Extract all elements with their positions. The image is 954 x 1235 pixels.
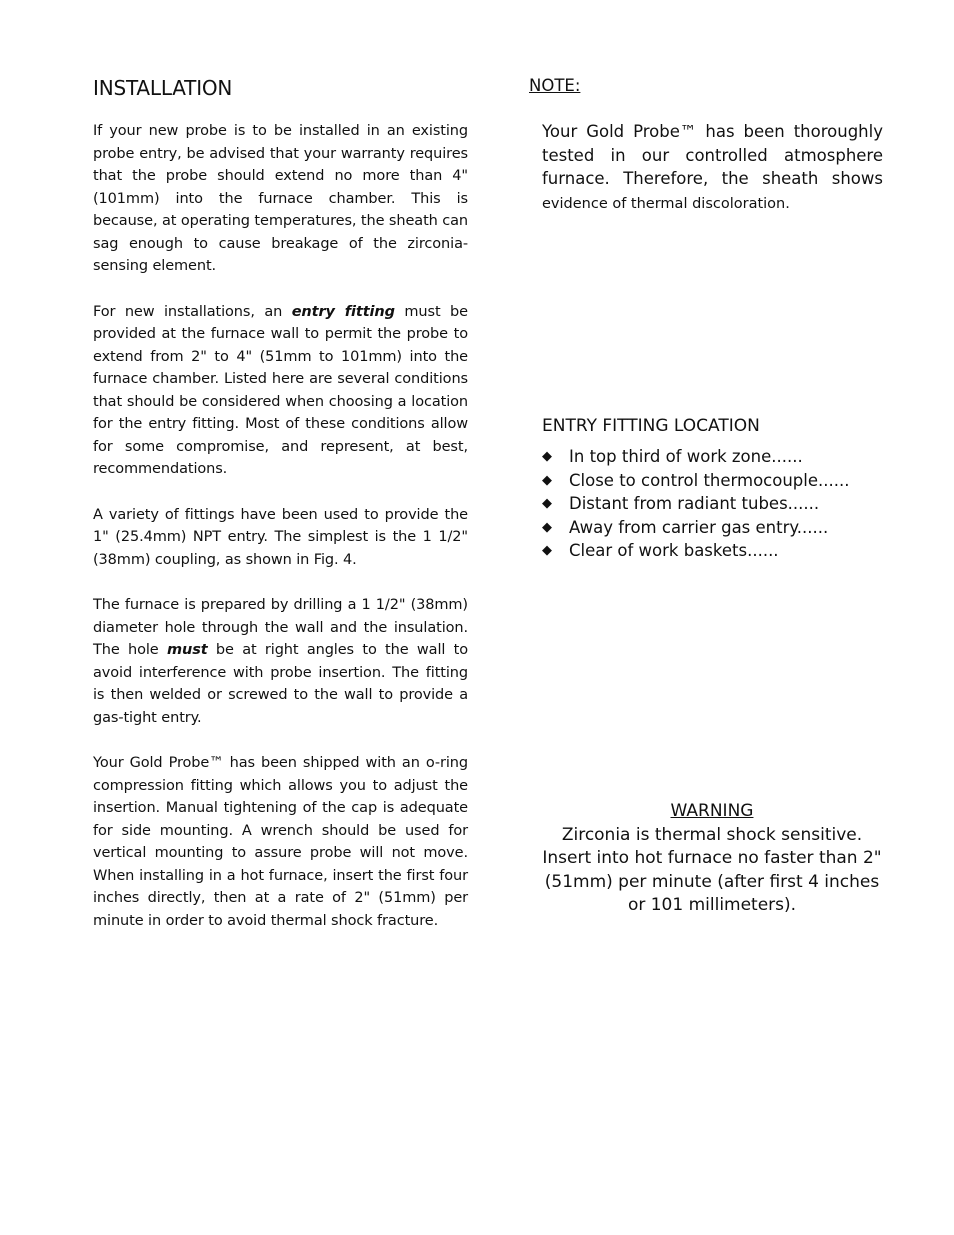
paragraph-new-installations: [93, 301, 468, 481]
para2-text-start: For new installations, an: [93, 303, 292, 320]
gold-probe-brand: Gold Probe™: [129, 755, 224, 771]
list-item-text: Away from carrier gas entry......: [569, 517, 829, 537]
list-item-text: Close to control thermocouple......: [569, 470, 850, 490]
diamond-bullet-icon: ◆: [542, 543, 552, 558]
paragraph-fittings: A variety of fittings have been used to provide the 1" (25.4mm) NPT entry. The simplest is the 1 1/2" (38mm) coupling, as shown in Fig. 4.: [93, 506, 468, 568]
diamond-bullet-icon: ◆: [542, 519, 552, 535]
note-label: NOTE:: [529, 76, 581, 95]
para5-text-end: has been shipped with an o-ring compression fitting which allows you to adjust the insertion. Manual tightening of the cap is adequate for side mounting. A wrench should be used for vertical mounting to assure probe will not move. When installing in a hot furnace, insert the first four inches directly, then at a rate of 2" (51mm) per minute in order to avoid thermal shock fracture.: [93, 755, 468, 929]
list-item-text: Distant from radiant tubes......: [569, 494, 820, 513]
entry-fitting-emphasis: entry fitting: [291, 303, 395, 320]
diamond-bullet-icon: ◆: [542, 496, 552, 511]
note-text-main: Your Gold Probe™ has been thoroughly tested in our controlled atmosphere furnace. Therefore, the sheath shows: [542, 122, 883, 188]
paragraph-drilling: [93, 594, 468, 729]
paragraph-compression-fitting: [93, 752, 468, 932]
list-item: [542, 516, 849, 540]
para4-text-end: be at right angles to the wall to avoid interference with probe insertion. The fitting is then welded or screwed to the wall to provide a gas-tight entry.: [93, 642, 468, 726]
note-text-small: evidence of thermal discoloration.: [542, 195, 790, 212]
para4-text-start: The furnace is prepared by drilling a 1 1/2" (38mm) diameter hole through the wall and the insulation. The hole: [93, 597, 468, 658]
entry-fitting-location-heading: ENTRY FITTING LOCATION: [542, 416, 760, 436]
warning-block: [542, 800, 882, 918]
warning-text: Zirconia is thermal shock sensitive. Insert into hot furnace no faster than 2" (51mm) per minute (after first 4 inches or 101 millimeters).: [542, 824, 882, 915]
note-text: [542, 120, 883, 216]
list-item: [542, 492, 849, 516]
list-item: [542, 445, 849, 469]
must-emphasis: must: [166, 642, 208, 658]
entry-fitting-list: [542, 445, 849, 563]
diamond-bullet-icon: ◆: [542, 472, 552, 488]
paragraph-existing-probe-entry: If your new probe is to be installed in an existing probe entry, be advised that your warranty requires that the probe should extend no more than 4" (101mm) into the furnace chamber. This is because, at operating temperatures, the sheath can sag enough to cause breakage of the zirconia-sensing element.: [93, 123, 469, 274]
diamond-bullet-icon: ◆: [542, 449, 552, 464]
list-item: [542, 539, 849, 563]
para5-text-start: Your: [93, 755, 130, 771]
para2-text-end: must be provided at the furnace wall to permit the probe to extend from 2" to 4" (51mm to 101mm) into the furnace chamber. Listed here are several conditions that should be considered when choosing a location for the entry fitting. Most of these conditions allow for some compromise, and represent, at best, recommendations.: [93, 303, 468, 477]
left-column: [93, 76, 468, 955]
list-item-text: In top third of work zone......: [569, 447, 803, 466]
list-item: [542, 469, 849, 493]
installation-heading: INSTALLATION: [93, 76, 233, 100]
warning-title: WARNING: [670, 801, 754, 821]
list-item-text: Clear of work baskets......: [569, 541, 779, 560]
